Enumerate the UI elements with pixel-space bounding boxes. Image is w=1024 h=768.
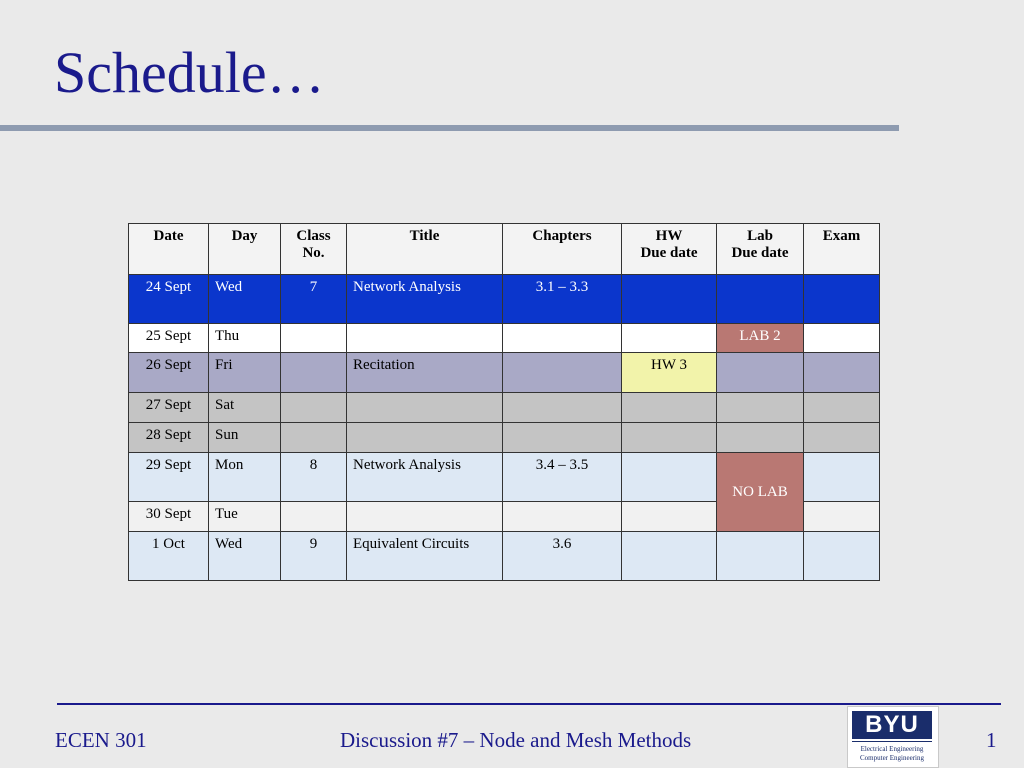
- cell-class-no: [281, 502, 347, 532]
- cell-title: Recitation: [347, 353, 503, 393]
- table-row: [129, 453, 880, 502]
- cell-chapters: [503, 423, 622, 453]
- cell-no-lab-badge: NO LAB: [717, 453, 804, 532]
- cell-date: 25 Sept: [129, 324, 209, 353]
- header-exam: Exam: [804, 224, 880, 275]
- cell-day: Sun: [209, 423, 281, 453]
- slide-number: 1: [986, 728, 997, 752]
- cell-hw-due-badge: HW 3: [622, 353, 717, 393]
- cell-exam: [804, 532, 880, 581]
- cell-date: 29 Sept: [129, 453, 209, 502]
- cell-class-no: [281, 423, 347, 453]
- cell-class-no: 8: [281, 453, 347, 502]
- cell-class-no: 7: [281, 275, 347, 324]
- cell-date: 26 Sept: [129, 353, 209, 393]
- cell-hw: [622, 423, 717, 453]
- cell-class-no: 9: [281, 532, 347, 581]
- cell-chapters: 3.4 – 3.5: [503, 453, 622, 502]
- cell-lab: [717, 532, 804, 581]
- cell-hw: [622, 324, 717, 353]
- cell-exam: [804, 353, 880, 393]
- cell-title: [347, 324, 503, 353]
- footer-course: ECEN 301: [55, 728, 147, 752]
- cell-day: Wed: [209, 275, 281, 324]
- cell-lab-due-badge: LAB 2: [717, 324, 804, 353]
- cell-class-no: [281, 393, 347, 423]
- cell-hw: [622, 532, 717, 581]
- header-lab-line2: Due date: [731, 245, 789, 261]
- cell-exam: [804, 423, 880, 453]
- cell-lab: [717, 423, 804, 453]
- header-class-line2: No.: [302, 245, 325, 261]
- header-hw-line1: HW: [655, 228, 683, 244]
- title-divider: [0, 125, 899, 131]
- header-lab-line1: Lab: [747, 228, 773, 244]
- header-date: Date: [129, 224, 209, 275]
- footer-divider: [57, 703, 1001, 705]
- cell-chapters: [503, 502, 622, 532]
- cell-lab: [717, 353, 804, 393]
- cell-day: Sat: [209, 393, 281, 423]
- cell-hw: [622, 453, 717, 502]
- cell-hw: [622, 502, 717, 532]
- cell-hw: [622, 393, 717, 423]
- header-class-line1: Class: [296, 228, 331, 244]
- slide-title: Schedule…: [54, 40, 325, 105]
- header-title: Title: [347, 224, 503, 275]
- cell-day: Mon: [209, 453, 281, 502]
- cell-date: 1 Oct: [129, 532, 209, 581]
- table-row: [129, 423, 880, 453]
- table-header-row: [129, 224, 880, 275]
- cell-chapters: [503, 353, 622, 393]
- table-row: [129, 532, 880, 581]
- cell-exam: [804, 393, 880, 423]
- cell-exam: [804, 502, 880, 532]
- cell-lab: [717, 393, 804, 423]
- table-row: [129, 393, 880, 423]
- cell-class-no: [281, 324, 347, 353]
- logo-department-line2: Computer Engineering: [860, 754, 924, 762]
- cell-chapters: [503, 393, 622, 423]
- cell-title: Network Analysis: [347, 275, 503, 324]
- header-chapters: Chapters: [503, 224, 622, 275]
- logo-department-line1: Electrical Engineering: [860, 745, 924, 753]
- cell-title: [347, 502, 503, 532]
- cell-class-no: [281, 353, 347, 393]
- cell-chapters: 3.1 – 3.3: [503, 275, 622, 324]
- byu-logo-mark: BYU: [852, 711, 932, 739]
- cell-day: Thu: [209, 324, 281, 353]
- table-row: [129, 353, 880, 393]
- byu-logo: [847, 706, 939, 768]
- table-row: [129, 275, 880, 324]
- logo-divider: [852, 741, 932, 742]
- header-hw-line2: Due date: [640, 245, 698, 261]
- cell-exam: [804, 275, 880, 324]
- header-lab-due: [717, 224, 804, 275]
- cell-day: Tue: [209, 502, 281, 532]
- cell-title: [347, 393, 503, 423]
- schedule-table: [128, 223, 880, 581]
- cell-exam: [804, 453, 880, 502]
- cell-title: Network Analysis: [347, 453, 503, 502]
- cell-hw: [622, 275, 717, 324]
- cell-date: 24 Sept: [129, 275, 209, 324]
- header-day: Day: [209, 224, 281, 275]
- table-row: [129, 324, 880, 353]
- cell-date: 28 Sept: [129, 423, 209, 453]
- header-class-no: [281, 224, 347, 275]
- cell-date: 27 Sept: [129, 393, 209, 423]
- cell-lab: [717, 275, 804, 324]
- cell-day: Wed: [209, 532, 281, 581]
- cell-exam: [804, 324, 880, 353]
- cell-title: Equivalent Circuits: [347, 532, 503, 581]
- cell-title: [347, 423, 503, 453]
- footer-discussion-title: Discussion #7 – Node and Mesh Methods: [340, 728, 692, 752]
- cell-chapters: 3.6: [503, 532, 622, 581]
- cell-chapters: [503, 324, 622, 353]
- cell-day: Fri: [209, 353, 281, 393]
- cell-date: 30 Sept: [129, 502, 209, 532]
- header-hw-due: [622, 224, 717, 275]
